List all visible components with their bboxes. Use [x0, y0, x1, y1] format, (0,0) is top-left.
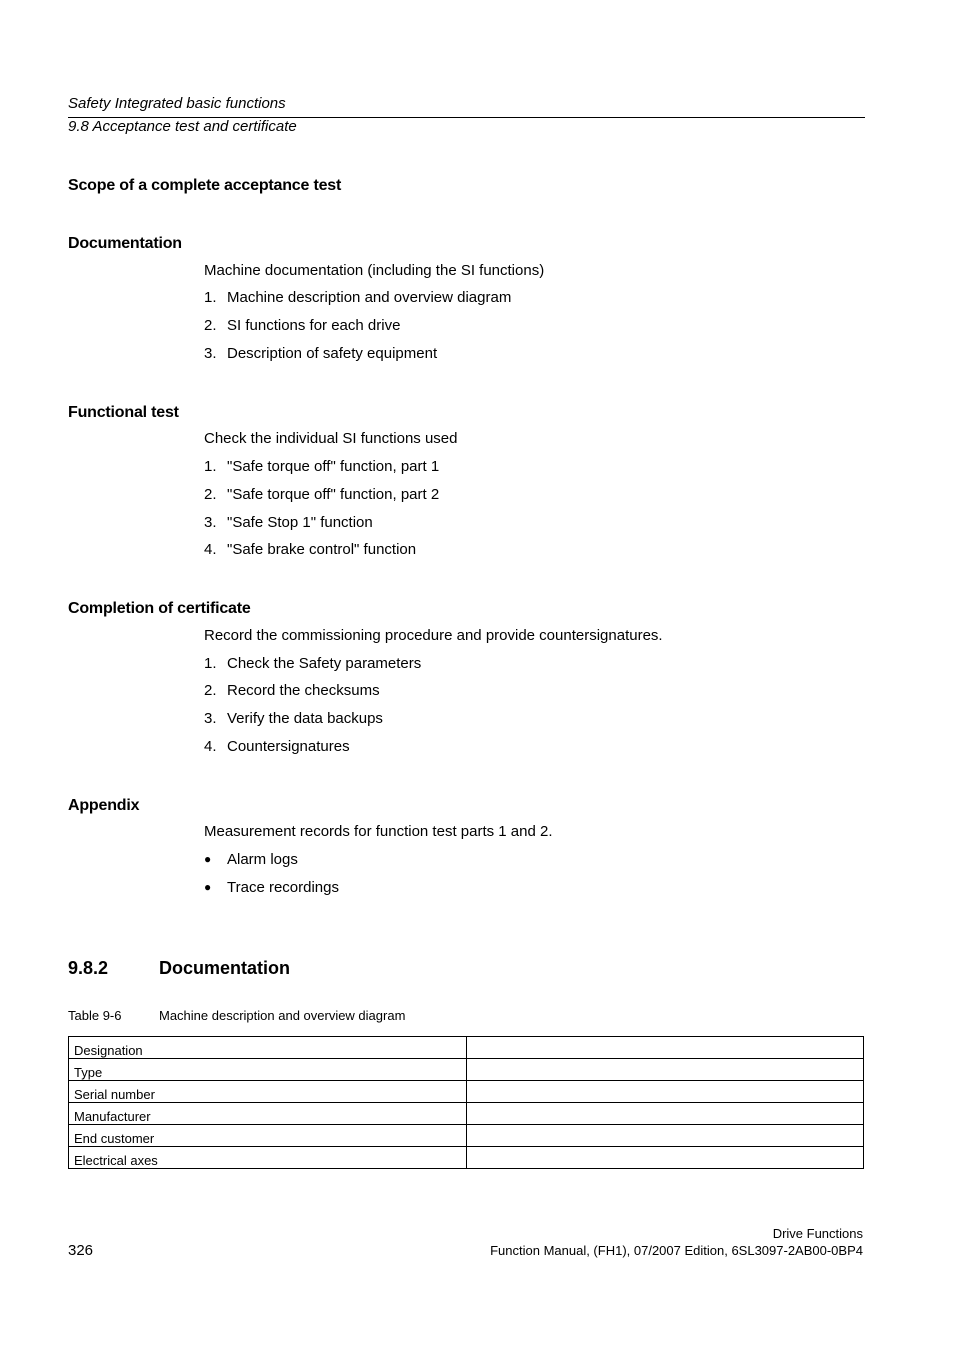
list-number: 4.	[204, 541, 217, 558]
table-cell-value	[466, 1103, 864, 1125]
scope-heading: Scope of a complete acceptance test	[68, 177, 342, 194]
list-text: Check the Safety parameters	[227, 655, 422, 672]
list-text: Machine description and overview diagram	[227, 289, 512, 306]
list-number: 2.	[204, 486, 217, 503]
running-header-section: 9.8 Acceptance test and certificate	[68, 118, 297, 135]
list-number: 3.	[204, 345, 217, 362]
documentation-heading: Documentation	[68, 235, 182, 252]
list-item	[204, 879, 339, 896]
list-item	[204, 458, 439, 475]
functional-test-heading: Functional test	[68, 404, 179, 421]
table-cell-value	[466, 1081, 864, 1103]
table-row	[69, 1037, 864, 1059]
table-cell-label: Designation	[69, 1037, 467, 1059]
list-text: Alarm logs	[227, 851, 298, 868]
footer-manual: Function Manual, (FH1), 07/2007 Edition, 6SL3097-2AB00-0BP4	[490, 1243, 863, 1258]
list-number: 1.	[204, 289, 217, 306]
list-text: SI functions for each drive	[227, 317, 401, 334]
table-cell-label: Electrical axes	[69, 1147, 467, 1169]
table-cell-value	[466, 1125, 864, 1147]
list-text: Description of safety equipment	[227, 345, 438, 362]
table-cell-value	[466, 1059, 864, 1081]
list-number: 1.	[204, 655, 217, 672]
list-number: 2.	[204, 682, 217, 699]
bullet-icon: ●	[204, 852, 212, 866]
list-number: 1.	[204, 458, 217, 475]
table-cell-label: Type	[69, 1059, 467, 1081]
list-item	[204, 655, 421, 672]
table-row	[69, 1059, 864, 1081]
table-row	[69, 1147, 864, 1169]
footer-title: Drive Functions	[772, 1226, 863, 1241]
functional-test-intro: Check the individual SI functions used	[204, 430, 458, 447]
list-text: "Safe torque off" function, part 1	[227, 458, 440, 475]
running-header-chapter: Safety Integrated basic functions	[68, 95, 286, 112]
list-text: Trace recordings	[227, 879, 339, 896]
list-text: "Safe Stop 1" function	[227, 514, 373, 531]
list-text: Record the checksums	[227, 682, 380, 699]
list-number: 4.	[204, 738, 217, 755]
completion-intro: Record the commissioning procedure and provide countersignatures.	[204, 627, 663, 644]
list-item	[204, 514, 373, 531]
list-item	[204, 851, 298, 868]
bullet-icon: ●	[204, 880, 212, 894]
list-item	[204, 289, 511, 306]
table-cell-label: End customer	[69, 1125, 467, 1147]
list-text: Verify the data backups	[227, 710, 383, 727]
list-text: Countersignatures	[227, 738, 350, 755]
table-row	[69, 1081, 864, 1103]
list-text: "Safe brake control" function	[227, 541, 417, 558]
list-text: "Safe torque off" function, part 2	[227, 486, 440, 503]
table-caption-title: Machine description and overview diagram	[159, 1008, 406, 1023]
list-item	[204, 317, 400, 334]
table-cell-value	[466, 1147, 864, 1169]
section-number: 9.8.2	[68, 958, 109, 978]
table-cell-value	[466, 1037, 864, 1059]
section-heading	[68, 958, 290, 979]
list-item	[204, 738, 350, 755]
completion-heading: Completion of certificate	[68, 600, 251, 617]
table-row	[69, 1103, 864, 1125]
list-item	[204, 486, 439, 503]
documentation-intro: Machine documentation (including the SI functions)	[204, 262, 545, 279]
list-number: 3.	[204, 710, 217, 727]
list-number: 3.	[204, 514, 217, 531]
page-number: 326	[68, 1242, 94, 1259]
table-caption-number: Table 9-6	[68, 1008, 122, 1023]
machine-description-table	[68, 1036, 864, 1169]
appendix-heading: Appendix	[68, 797, 140, 814]
table-caption	[68, 1008, 405, 1023]
table-cell-label: Serial number	[69, 1081, 467, 1103]
appendix-intro: Measurement records for function test parts 1 and 2.	[204, 823, 553, 840]
list-item	[204, 710, 383, 727]
list-item	[204, 345, 437, 362]
table-row	[69, 1125, 864, 1147]
list-number: 2.	[204, 317, 217, 334]
list-item	[204, 541, 416, 558]
section-title: Documentation	[159, 958, 291, 978]
table-cell-label: Manufacturer	[69, 1103, 467, 1125]
list-item	[204, 682, 380, 699]
